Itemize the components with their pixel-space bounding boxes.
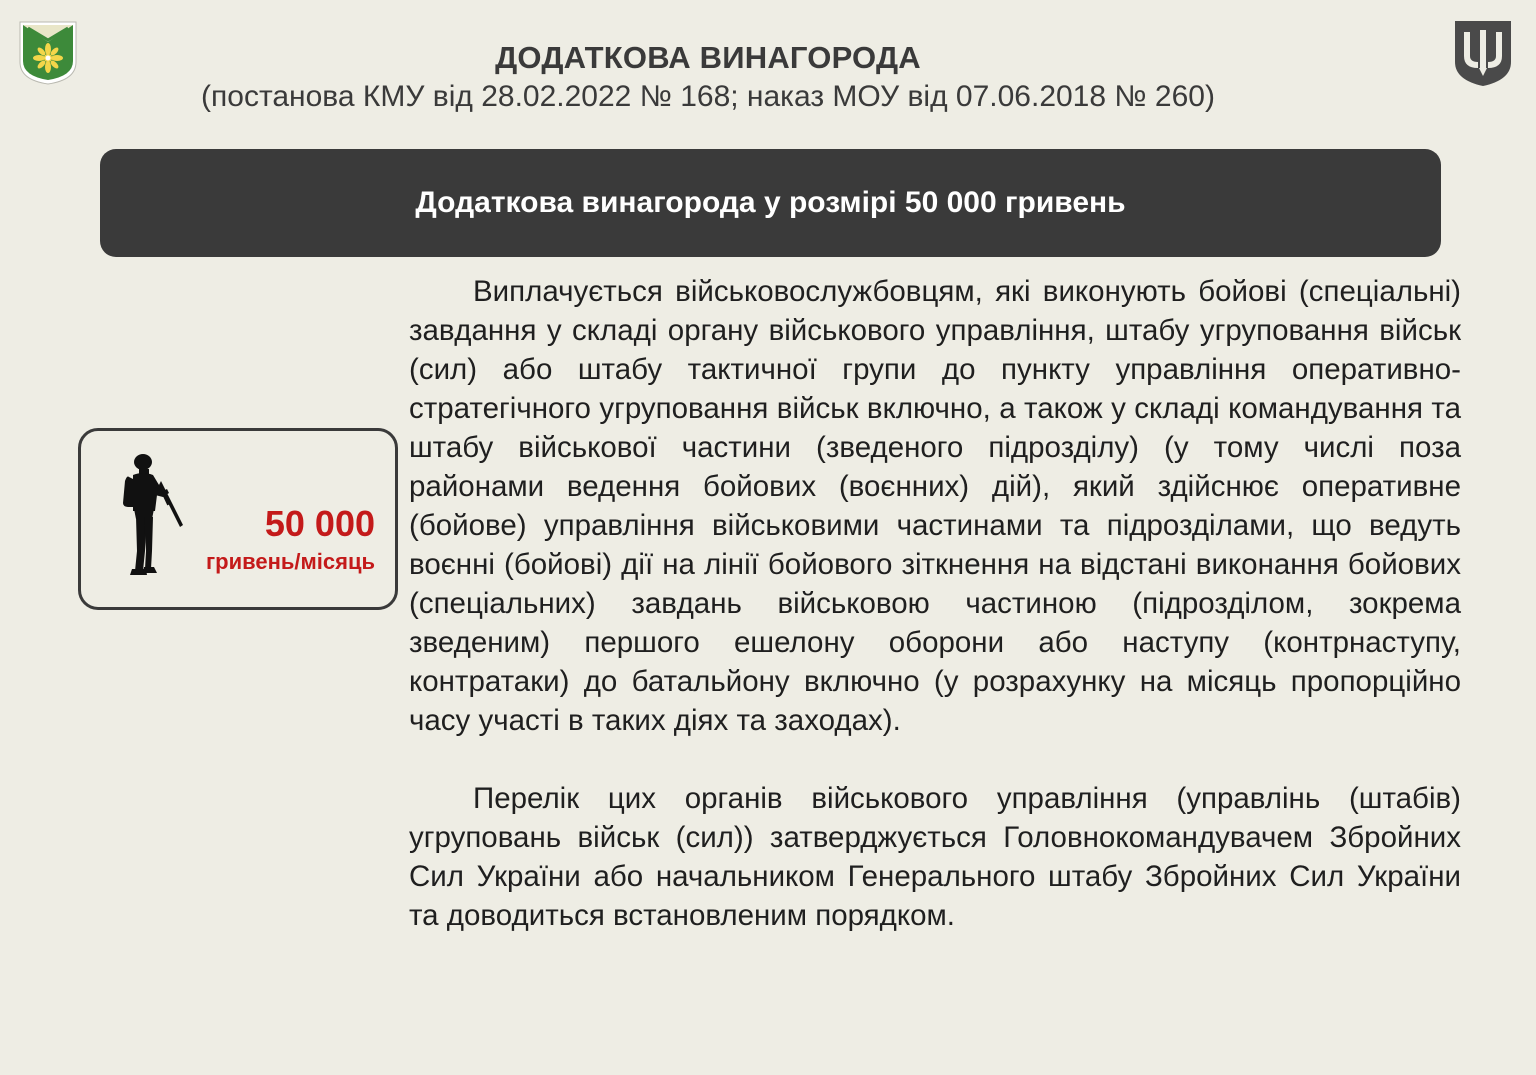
- amount-value: 50 000: [264, 503, 375, 544]
- trident-emblem-icon: [1452, 18, 1514, 88]
- page-subtitle: (постанова КМУ від 28.02.2022 № 168; наказ МОУ від 07.06.2018 № 260): [201, 80, 1215, 113]
- headline-banner: [100, 149, 1441, 257]
- paragraph-eligibility: Виплачується військовослужбовцям, які виконують бойові (спеціальні) завдання у складі органу військового управління, штабу угруповання військ (сил) або штабу тактичної групи до пункту управління оперативно-стратегічного угруповання військ включно, а також у складі командування та штабу військової частини (зведеного підрозділу) (у тому числі поза районами ведення бойових (воєнних) дій), який здійснює оперативне (бойове) управління військовими частинами та підрозділами, що ведуть воєнні (бойові) дії на лінії бойового зіткнення на відстані виконання бойових (спеціальних) завдань військовою частиною (підрозділом, зокрема зведеним) першого ешелону оборони або наступу (контрнаступу, контратаки) до батальйону включно (у розрахунку на місяць пропорційно часу участі в таких діях та заходах).: [409, 275, 1461, 737]
- page-title: ДОДАТКОВА ВИНАГОРОДА: [495, 40, 921, 75]
- amount-unit: гривень/місяць: [205, 549, 375, 574]
- banner-text: Додаткова винагорода у розмірі 50 000 гривень: [415, 186, 1126, 219]
- amount-card: [78, 428, 398, 610]
- paragraph-approval: Перелік цих органів військового управління (управлінь (штабів) угруповань військ (сил)) затверджується Головнокомандувачем Збройних Сил України або начальником Генерального штабу Збройних Сил України та доводиться встановленим порядком.: [409, 782, 1461, 932]
- body-text: [409, 272, 1461, 935]
- soldier-silhouette-icon: [119, 451, 189, 581]
